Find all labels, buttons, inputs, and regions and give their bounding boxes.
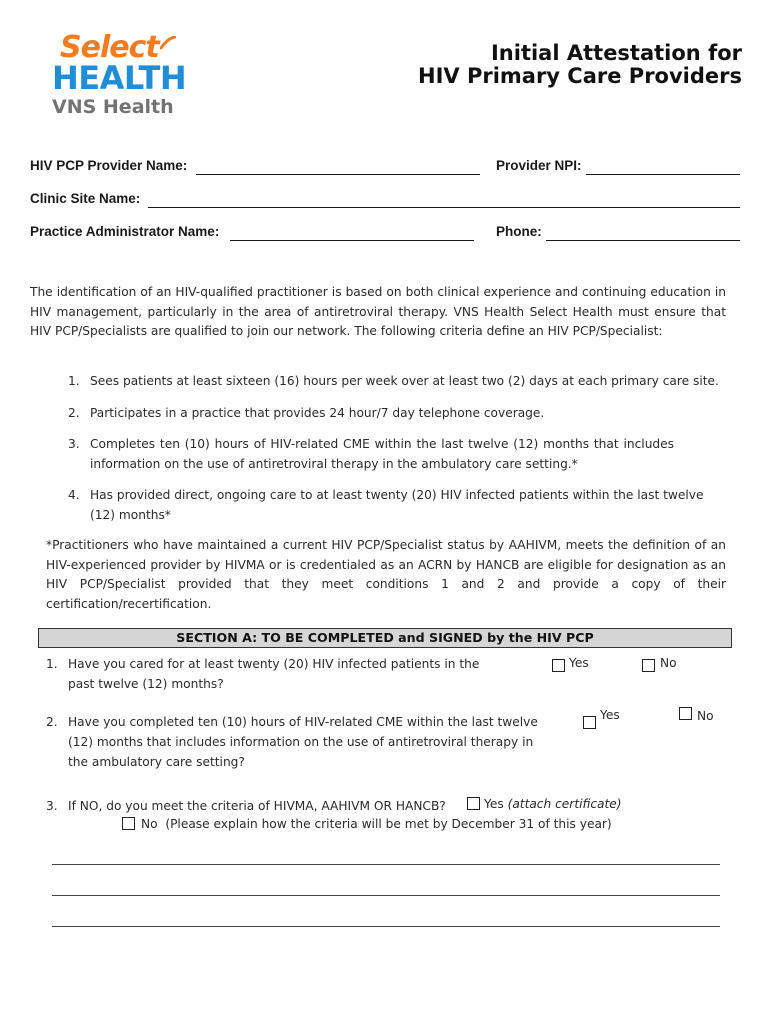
section-a-header: SECTION A: TO BE COMPLETED and SIGNED by the HIV PCP [38,628,732,648]
question-1-text: Have you cared for at least twenty (20) HIV infected patients in the past twelve (12) months? [68,657,480,691]
explanation-line-2[interactable] [52,895,720,896]
list-text: Sees patients at least sixteen (16) hours per week over at least two (2) days at each primary care site. [90,374,719,388]
practice-admin-field[interactable] [230,240,474,241]
question-2-no-checkbox[interactable] [679,707,692,720]
question-1-yes-checkbox[interactable] [552,659,565,672]
list-number: 4. [68,488,80,502]
list-item [68,434,728,474]
question-1-no-label: No [660,656,677,670]
logo-health-text: HEALTH [52,59,187,97]
logo-swoosh-icon [160,36,176,50]
question-3-yes-label [484,797,622,811]
question-3-no-text: No [141,817,158,831]
question-2-text: Have you completed ten (10) hours of HIV-related CME within the last twelve (12) months that includes information on the use of antiretroviral therapy in the ambulatory care setting? [68,715,538,769]
practice-admin-label: Practice Administrator Name: [30,224,220,239]
page-title [418,42,742,88]
question-3-yes-note: (attach certificate) [507,797,622,811]
list-text: Completes ten (10) hours of HIV-related CME within the last twelve (12) months that includes information on the use of antiretroviral therapy in the ambulatory care setting.* [90,437,674,471]
question-3-yes-text: Yes [484,797,504,811]
provider-npi-label: Provider NPI: [496,158,582,173]
question-3-no-note: (Please explain how the criteria will be met by December 31 of this year) [165,817,612,831]
question-1-number: 1. [46,657,58,671]
title-line-1: Initial Attestation for [490,41,742,65]
provider-name-label: HIV PCP Provider Name: [30,158,188,173]
question-2-number: 2. [46,715,58,729]
clinic-site-field[interactable] [148,207,740,208]
question-1-yes-label: Yes [569,656,589,670]
logo-select-text: Select [60,30,159,65]
logo-vns-text: VNS Health [52,96,174,118]
question-1-no-checkbox[interactable] [642,659,655,672]
list-text: Participates in a practice that provides 24 hour/7 day telephone coverage. [90,406,545,420]
intro-paragraph: The identification of an HIV-qualified practitioner is based on both clinical experience and continuing education in HIV management, particularly in the area of antiretroviral therapy. VNS Health Select Health must ensure that HIV PCP/Specialists are qualified to join our network. The following criteria define an HIV PCP/Specialist: [30,285,726,339]
question-3-text: If NO, do you meet the criteria of HIVMA, AAHIVM OR HANCB? [68,799,446,813]
clinic-site-label: Clinic Site Name: [30,191,141,206]
list-number: 3. [68,437,80,451]
explanation-line-1[interactable] [52,864,720,865]
question-3-no-label [141,817,612,831]
question-3-number: 3. [46,799,58,813]
question-3-yes-checkbox[interactable] [467,797,480,810]
question-2-yes-label: Yes [600,708,620,722]
select-health-logo [52,30,187,118]
title-line-2: HIV Primary Care Providers [418,64,742,88]
list-number: 1. [68,374,80,388]
provider-name-field[interactable] [196,174,480,175]
question-3-no-checkbox[interactable] [122,817,135,830]
list-item [68,403,728,423]
list-text: Has provided direct, ongoing care to at least twenty (20) HIV infected patients within the last twelve (12) months* [90,488,704,522]
explanation-line-3[interactable] [52,926,720,927]
list-item [68,371,728,391]
list-number: 2. [68,406,80,420]
question-2-no-label: No [697,709,714,723]
phone-field[interactable] [546,240,740,241]
list-item [68,485,728,525]
question-2-yes-checkbox[interactable] [583,716,596,729]
footnote-paragraph: *Practitioners who have maintained a current HIV PCP/Specialist status by AAHIVM, meets the definition of an HIV-experienced provider by HIVMA or is credentialed as an ACRN by HANCB are eligible for designation as an HIV PCP/Specialist provided that they meet conditions 1 and 2 and provide a copy of their certification/recertification. [46,538,726,611]
provider-npi-field[interactable] [586,174,740,175]
phone-label: Phone: [496,224,542,239]
